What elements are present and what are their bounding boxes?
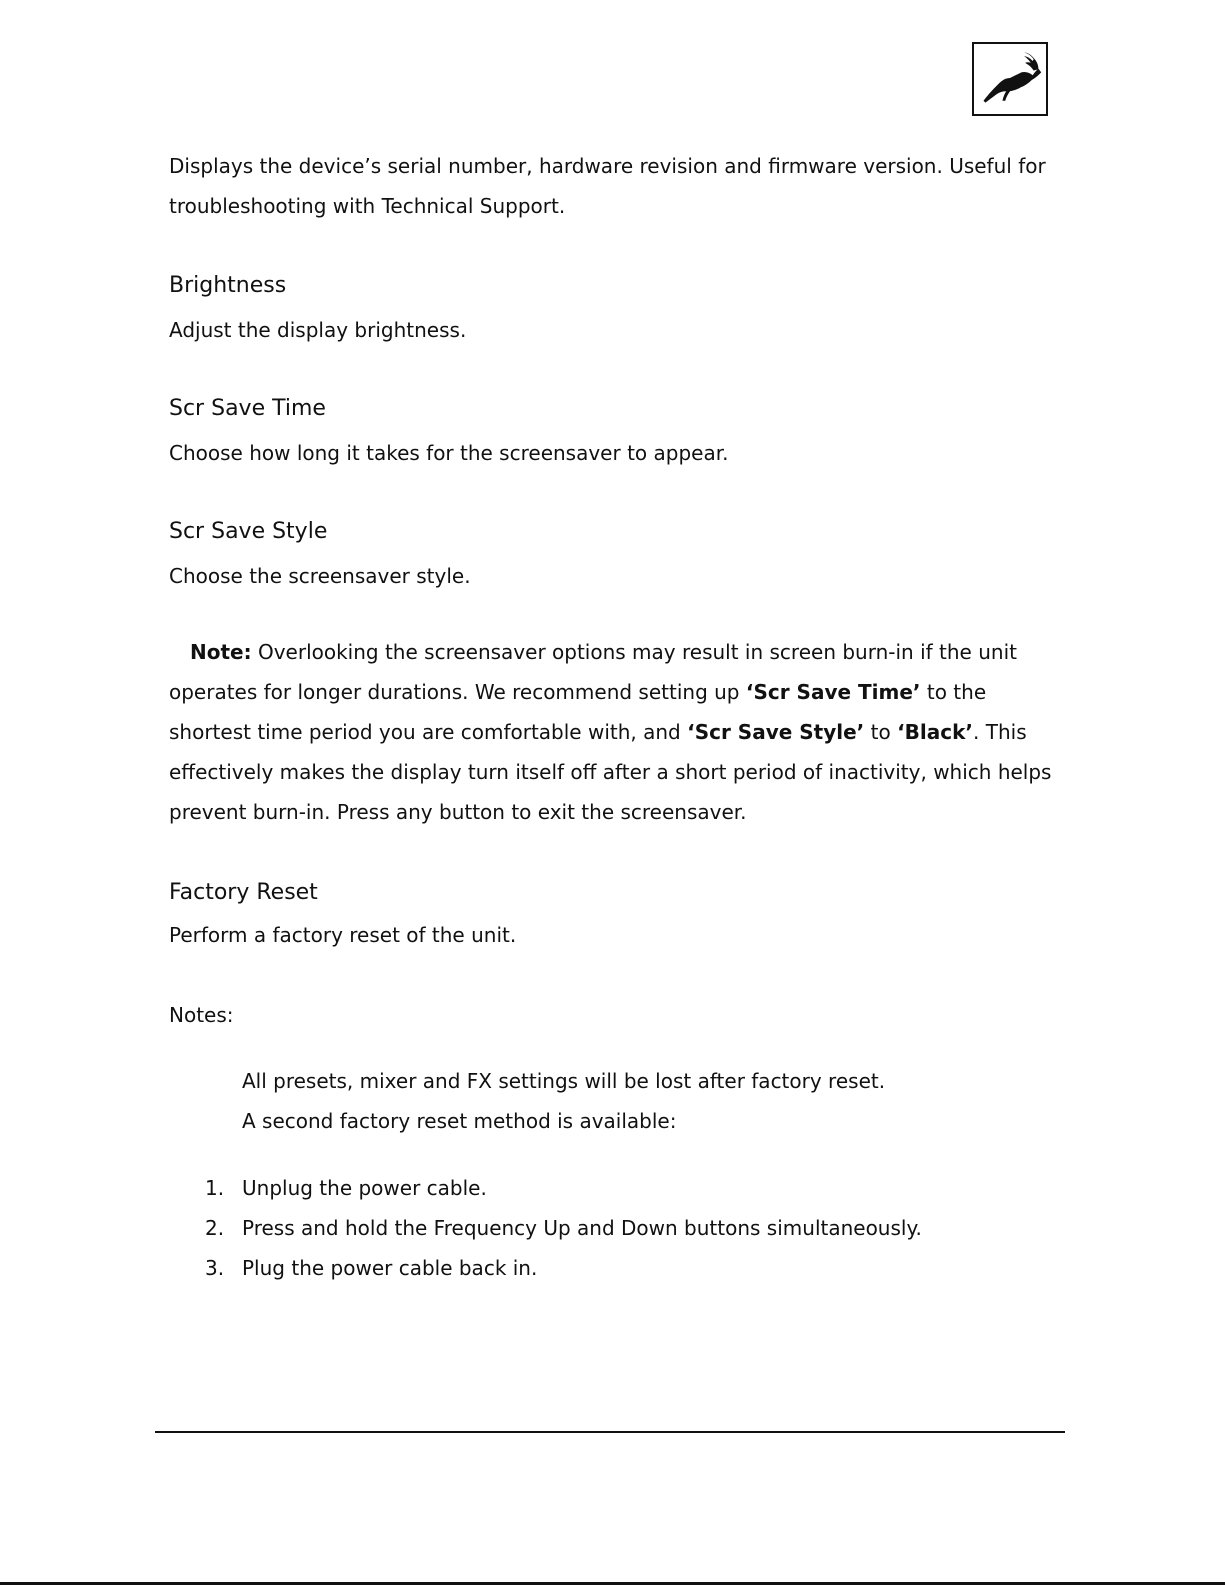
note-bold-scr-save-style: ‘Scr Save Style’ xyxy=(687,720,865,744)
brightness-description: Adjust the display brightness. xyxy=(169,318,467,342)
scr-save-time-description: Choose how long it takes for the screensaver to appear. xyxy=(169,441,729,465)
reset-steps-list xyxy=(205,1168,922,1288)
step-text: Unplug the power cable. xyxy=(242,1176,487,1200)
step-number: 1. xyxy=(205,1176,225,1200)
note-bold-scr-save-time: ‘Scr Save Time’ xyxy=(745,680,921,704)
step-number: 3. xyxy=(205,1256,225,1280)
list-item xyxy=(205,1208,922,1248)
notes-label: Notes: xyxy=(169,1003,234,1027)
list-item xyxy=(205,1248,922,1288)
note-text-2: to the shortest time period you are comfortable with, and xyxy=(169,680,987,744)
note-label: Note: xyxy=(190,640,252,664)
scr-save-time-heading: Scr Save Time xyxy=(169,396,326,421)
note-text-4: . This effectively makes the display turn itself off after a short period of inactivity, which helps prevent burn-in. Press any button to exit the screensaver. xyxy=(169,720,1052,824)
brand-logo xyxy=(972,42,1048,116)
list-item: All presets, mixer and FX settings will be lost after factory reset. xyxy=(242,1069,886,1093)
brightness-heading: Brightness xyxy=(169,273,287,298)
footer-divider xyxy=(155,1431,1065,1433)
list-item xyxy=(205,1168,922,1208)
step-text: Plug the power cable back in. xyxy=(242,1256,538,1280)
list-item: A second factory reset method is available: xyxy=(242,1109,677,1133)
intro-line-2: troubleshooting with Technical Support. xyxy=(169,194,566,218)
intro-paragraph xyxy=(169,146,1069,226)
screensaver-note xyxy=(169,632,1069,832)
factory-reset-description: Perform a factory reset of the unit. xyxy=(169,923,517,947)
antelope-icon xyxy=(974,44,1046,114)
step-text: Press and hold the Frequency Up and Down buttons simultaneously. xyxy=(242,1216,922,1240)
note-text-1: Overlooking the screensaver options may result in screen burn-in if the unit operates for longer durations. We recommend setting up xyxy=(169,640,1017,704)
step-number: 2. xyxy=(205,1216,225,1240)
note-text-3: to xyxy=(864,720,898,744)
scr-save-style-description: Choose the screensaver style. xyxy=(169,564,471,588)
scr-save-style-heading: Scr Save Style xyxy=(169,519,328,544)
notes-bullet-list xyxy=(242,1061,885,1141)
note-bold-black: ‘Black’ xyxy=(897,720,974,744)
intro-line-1: Displays the device’s serial number, hardware revision and firmware version. Useful for xyxy=(169,154,1046,178)
factory-reset-heading: Factory Reset xyxy=(169,880,318,905)
